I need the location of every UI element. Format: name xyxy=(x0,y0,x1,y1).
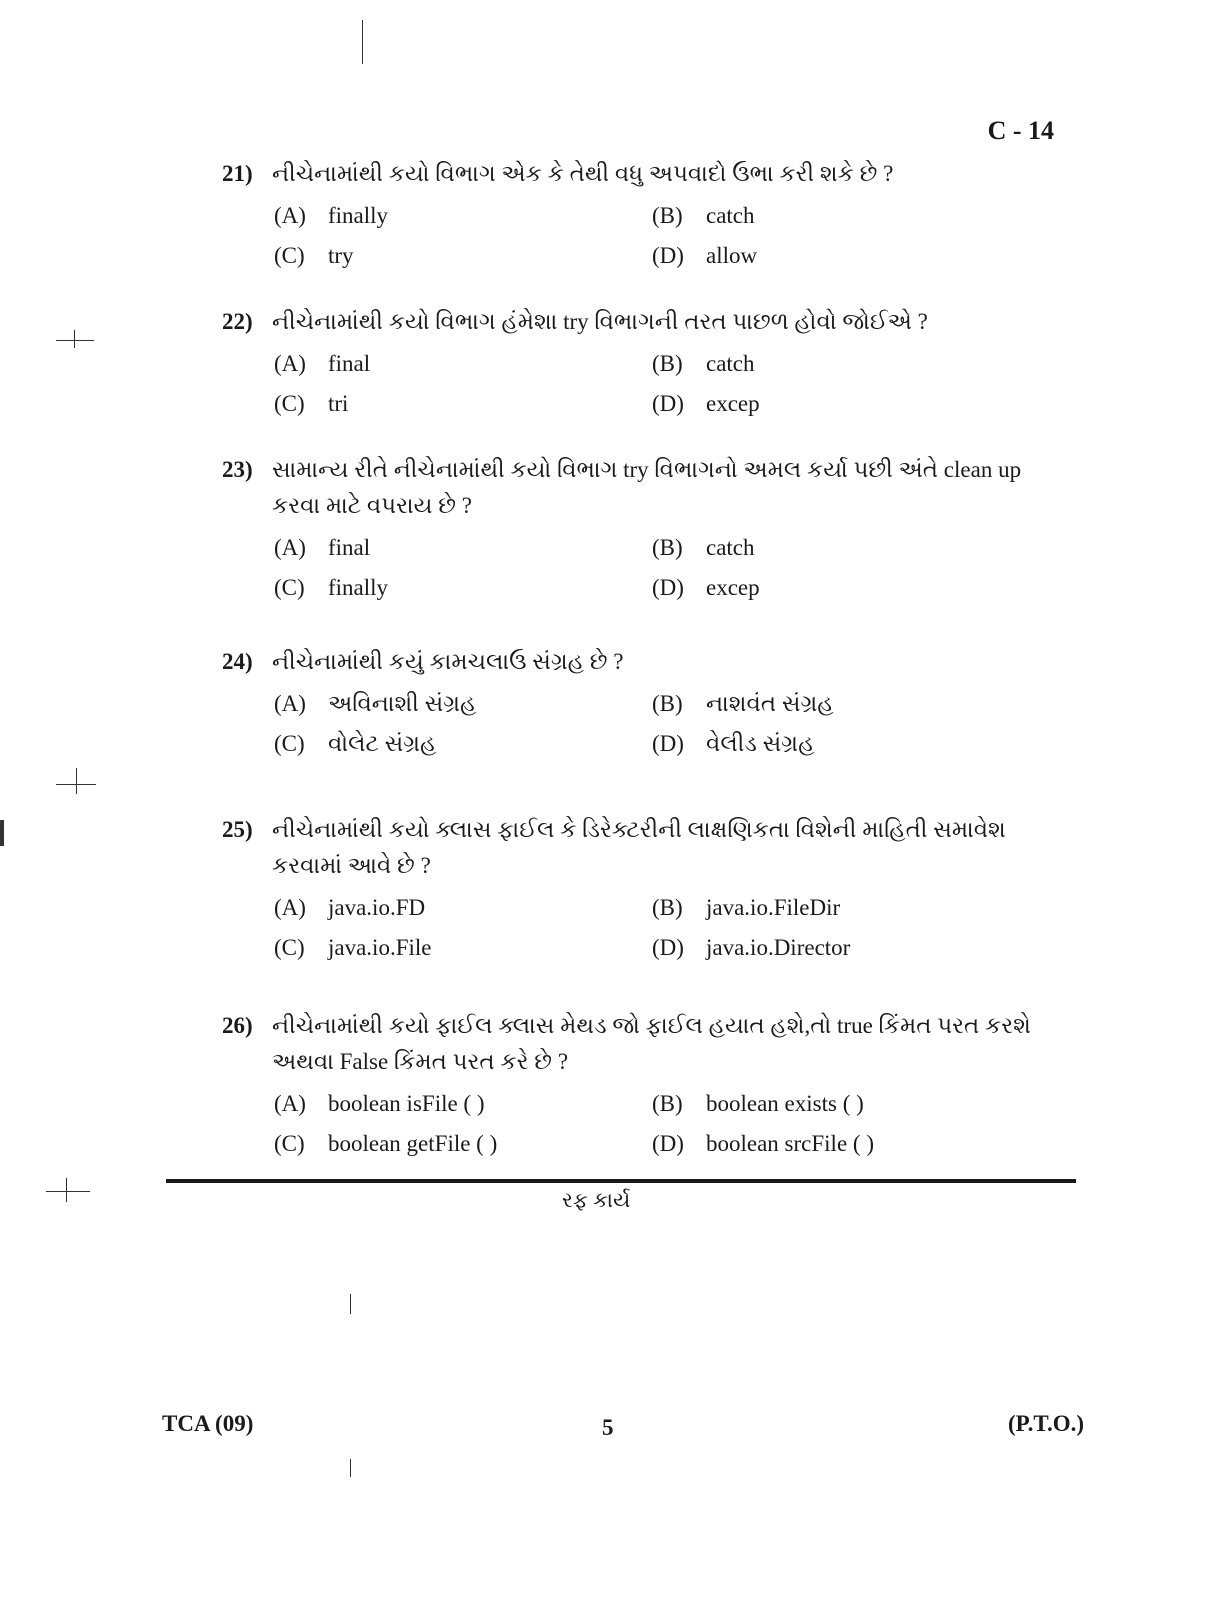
question-number: 21) xyxy=(222,161,253,186)
option-a: (A) અવિનાશી સંગ્રહ xyxy=(274,691,477,716)
question-22 xyxy=(222,304,1052,422)
question-number: 23) xyxy=(222,457,253,482)
option-a: (A) finally xyxy=(274,203,389,228)
option-b: (B) catch xyxy=(652,203,755,228)
question-23 xyxy=(222,452,1052,606)
footer-paper-code: TCA (09) xyxy=(162,1411,254,1436)
option-c: (C) java.io.File xyxy=(274,935,432,960)
option-b: (B) boolean exists ( ) xyxy=(652,1091,864,1116)
question-21 xyxy=(222,156,1052,274)
option-d: (D) excep xyxy=(652,391,760,416)
pto-label: (P.T.O.) xyxy=(1007,1411,1084,1436)
paper-code: C - 14 xyxy=(987,116,1054,145)
registration-mark xyxy=(76,768,77,794)
option-a: (A) java.io.FD xyxy=(274,895,426,920)
scan-mark xyxy=(350,1294,351,1314)
option-c: (C) tri xyxy=(274,391,349,416)
question-number: 25) xyxy=(222,817,253,842)
question-text: નીચેનામાંથી કયું કામચલાઉ સંગ્રહ છે ? xyxy=(272,649,624,674)
option-b: (B) java.io.FileDir xyxy=(652,895,841,920)
option-d: (D) allow xyxy=(652,243,758,268)
scan-mark xyxy=(350,1459,351,1477)
question-text: સામાન્ય રીતે નીચેનામાંથી કયો વિભાગ try વિભાગનો અમલ કર્યા પછી અંતે clean up કરવા માટે વપરાય છે ? xyxy=(272,457,1022,518)
question-text: નીચેનામાંથી કયો ફાઈલ ક્લાસ મેથડ જો ફાઈલ હયાત હશે,તો true કિંમત પરત કરશે અથવા False કિંમત પરત કરે છે ? xyxy=(272,1013,1031,1074)
question-text: નીચેનામાંથી કયો ક્લાસ ફાઈલ કે ડિરેક્ટરીની લાક્ષણિકતા વિશેની માહિતી સમાવેશ કરવામાં આવે છે ? xyxy=(272,817,1006,878)
question-text: નીચેનામાંથી કયો વિભાગ હંમેશા try વિભાગની તરત પાછળ હોવો જોઈએ ? xyxy=(272,309,928,334)
question-25 xyxy=(222,812,1052,966)
registration-mark xyxy=(56,340,94,341)
option-d: (D) java.io.Director xyxy=(652,935,851,960)
page-number: 5 xyxy=(602,1415,614,1440)
option-b: (B) catch xyxy=(652,535,755,560)
option-d: (D) boolean srcFile ( ) xyxy=(652,1131,874,1156)
option-a: (A) final xyxy=(274,351,371,376)
registration-mark xyxy=(74,330,75,348)
question-number: 26) xyxy=(222,1013,253,1038)
scan-mark xyxy=(362,20,363,64)
option-a: (A) boolean isFile ( ) xyxy=(274,1091,485,1116)
option-c: (C) try xyxy=(274,243,354,268)
question-number: 22) xyxy=(222,309,253,334)
option-d: (D) excep xyxy=(652,575,760,600)
section-divider xyxy=(166,1179,1076,1183)
registration-mark xyxy=(46,1191,90,1192)
question-text: નીચેનામાંથી કયો વિભાગ એક કે તેથી વધુ અપવાદો ઉભા કરી શકે છે ? xyxy=(272,161,894,186)
registration-mark xyxy=(66,1178,67,1202)
option-a: (A) final xyxy=(274,535,371,560)
rough-work-label: રફ કાર્ય xyxy=(562,1188,631,1212)
question-24 xyxy=(222,644,1052,762)
option-c: (C) boolean getFile ( ) xyxy=(274,1131,498,1156)
option-b: (B) catch xyxy=(652,351,755,376)
question-26 xyxy=(222,1008,1052,1162)
option-b: (B) નાશવંત સંગ્રહ xyxy=(652,691,834,716)
page-edge-mark xyxy=(0,820,4,846)
question-number: 24) xyxy=(222,649,253,674)
option-d: (D) વેલીડ સંગ્રહ xyxy=(652,731,815,756)
option-c: (C) વોલેટ સંગ્રહ xyxy=(274,731,437,756)
option-c: (C) finally xyxy=(274,575,389,600)
